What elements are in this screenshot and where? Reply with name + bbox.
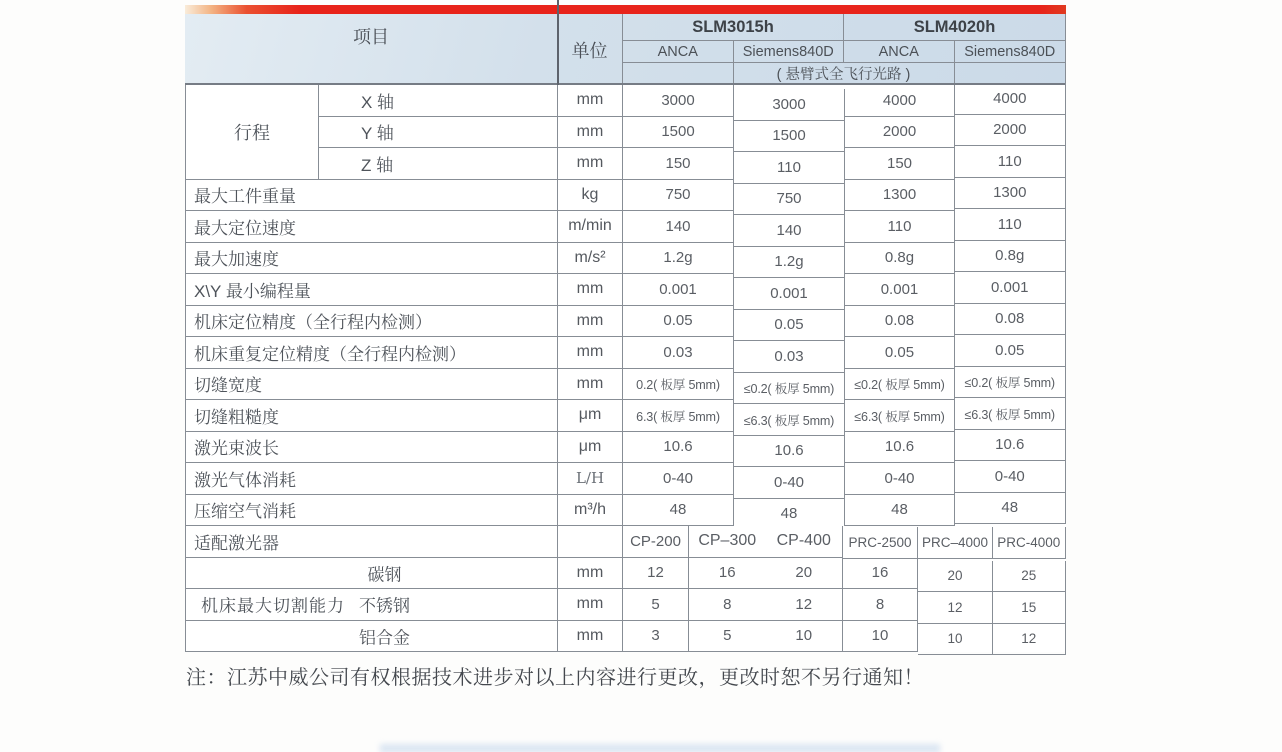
cell-value: PRC-4000: [993, 527, 1066, 559]
cell-value: 1500: [734, 121, 845, 153]
cell-value: 1300: [845, 180, 955, 212]
cell-value: 110: [955, 146, 1066, 178]
cell-value: 10: [795, 627, 813, 645]
cell-value: 8: [843, 589, 918, 621]
spec-unit: m/min: [558, 211, 623, 243]
header-unit-cell: [557, 14, 622, 85]
cutting-group-label: 机床最大切割能力: [201, 596, 345, 616]
optical-path-empty-right: [955, 63, 1066, 83]
header-models: [622, 14, 1066, 83]
material-unit: mm: [558, 589, 623, 621]
cell-value: 0.08: [955, 304, 1066, 336]
scan-smudge: [380, 744, 940, 752]
cell-value: CP–300: [698, 532, 757, 550]
header-unit-label: 单位: [571, 40, 608, 61]
cell-value: 1500: [623, 117, 734, 149]
spec-label: 切缝宽度: [186, 369, 558, 401]
cell-value: PRC-2500: [843, 527, 918, 559]
cell-value: 0.03: [734, 341, 845, 373]
cell-value: 20: [795, 564, 813, 582]
material-unit: mm: [558, 621, 623, 653]
header-item-label: 项目: [353, 27, 389, 47]
cell-value: 5: [623, 589, 689, 621]
cell-value: 48: [845, 495, 955, 527]
spec-unit: mm: [558, 369, 623, 401]
cell-value: 0.001: [845, 274, 955, 306]
cell-value: 2000: [955, 115, 1066, 147]
material-unit: mm: [558, 558, 623, 590]
header-item-cell: [185, 14, 557, 58]
cell-value: 110: [734, 152, 845, 184]
cell-value: 0.2( 板厚 5mm): [623, 369, 734, 401]
spec-unit: m³/h: [558, 495, 623, 527]
cell-value: 3000: [623, 85, 734, 117]
controller-3015-siemens: Siemens840D: [734, 41, 845, 62]
cell-value: 0.05: [845, 337, 955, 369]
cell-value: ≤6.3( 板厚 5mm): [955, 398, 1066, 430]
accent-bar: [185, 5, 1066, 14]
spec-unit: μm: [558, 432, 623, 464]
laser-wide-cell: [689, 526, 843, 558]
cell-value: ≤6.3( 板厚 5mm): [734, 404, 845, 436]
laser-row-label: 适配激光器: [186, 526, 558, 558]
cell-value: 3: [623, 621, 689, 653]
cell-value: 0.001: [734, 278, 845, 310]
cell-value: 140: [734, 215, 845, 247]
controller-4020-siemens: Siemens840D: [964, 43, 1056, 60]
spec-table-bottom: [185, 526, 1066, 652]
spec-unit: L/H: [558, 463, 623, 495]
footnote: 注：江苏中威公司有权根据技术进步对以上内容进行更改，更改时恕不另行通知！: [186, 667, 924, 689]
cell-value: 4000: [955, 83, 1066, 115]
cell-value: 4000: [845, 85, 955, 117]
optical-path-empty-left: [623, 63, 734, 83]
cell-value: 25: [993, 561, 1066, 593]
cell-value: 8: [723, 595, 732, 613]
cell-value: 0-40: [734, 467, 845, 499]
cell-value: ≤0.2( 板厚 5mm): [955, 367, 1066, 399]
optical-path-row: [623, 62, 1065, 83]
cell-value: 48: [623, 495, 734, 527]
cell-value: CP-200: [623, 526, 689, 558]
material-label: 铝合金: [359, 628, 410, 648]
optical-path-note: ( 悬臂式全飞行光路 ): [734, 63, 955, 83]
cell-value: 6.3( 板厚 5mm): [623, 400, 734, 432]
model-name-row: [623, 14, 1065, 40]
axis-y-unit: mm: [558, 117, 623, 149]
cutting-label-cell: [186, 558, 558, 590]
spec-unit: m/s²: [558, 243, 623, 275]
material-wide-cell: [689, 621, 843, 653]
cell-value: 12: [918, 592, 993, 624]
cell-value: 16: [843, 558, 918, 590]
spec-label: 最大工件重量: [186, 180, 558, 212]
controller-row: [623, 40, 1065, 62]
cell-value: 48: [734, 499, 845, 531]
material-wide-cell: [689, 558, 843, 590]
axis-y-label: Y 轴: [319, 117, 558, 149]
spec-unit: μm: [558, 400, 623, 432]
spec-label: 最大定位速度: [186, 211, 558, 243]
cell-value: 150: [623, 148, 734, 180]
cell-value: ≤0.2( 板厚 5mm): [845, 369, 955, 401]
cell-value: 10.6: [734, 436, 845, 468]
spec-label: X\Y 最小编程量: [186, 274, 558, 306]
cell-value: 0-40: [955, 461, 1066, 493]
spec-label: 切缝粗糙度: [186, 400, 558, 432]
cell-value: 0.05: [734, 310, 845, 342]
cell-value: 48: [955, 493, 1066, 525]
scan-vertical-line: [557, 0, 559, 85]
spec-label: 机床定位精度（全行程内检测）: [186, 306, 558, 338]
controller-4020-anca: ANCA: [844, 41, 955, 62]
spec-label: 激光气体消耗: [186, 463, 558, 495]
cell-value: 0.08: [845, 306, 955, 338]
model-slm4020h: SLM4020h: [913, 17, 996, 36]
cell-value: 10: [843, 621, 918, 653]
axis-z-label: Z 轴: [319, 148, 558, 180]
spec-unit: mm: [558, 274, 623, 306]
spec-label: 激光束波长: [186, 432, 558, 464]
cell-value: 1.2g: [623, 243, 734, 275]
cell-value: 20: [918, 561, 993, 593]
spec-unit: mm: [558, 306, 623, 338]
cell-value: 0.8g: [845, 243, 955, 275]
cell-value: 0.001: [623, 274, 734, 306]
spec-table-main: [185, 85, 1066, 526]
cell-value: 10.6: [845, 432, 955, 464]
controller-3015-anca: ANCA: [623, 41, 734, 62]
axis-z-unit: mm: [558, 148, 623, 180]
cell-value: 0.001: [955, 272, 1066, 304]
model-slm3015h: SLM3015h: [623, 14, 844, 40]
material-label: 不锈钢: [359, 596, 410, 616]
cell-value: 15: [993, 592, 1066, 624]
cell-value: 1.2g: [734, 247, 845, 279]
travel-group-label: 行程: [186, 85, 319, 180]
cell-value: ≤6.3( 板厚 5mm): [845, 400, 955, 432]
cell-value: 1300: [955, 178, 1066, 210]
cell-value: 0.8g: [955, 241, 1066, 273]
cell-value: 0-40: [845, 463, 955, 495]
axis-x-unit: mm: [558, 85, 623, 117]
cell-value: 0.05: [955, 335, 1066, 367]
cutting-label-cell: [186, 589, 558, 621]
cell-value: 750: [623, 180, 734, 212]
cell-value: 0-40: [623, 463, 734, 495]
cell-value: 110: [955, 209, 1066, 241]
table-header: [185, 14, 1066, 85]
cell-value: 10.6: [623, 432, 734, 464]
cell-value: PRC–4000: [918, 527, 993, 559]
cell-value: ≤0.2( 板厚 5mm): [734, 373, 845, 405]
cell-value: 10.6: [955, 430, 1066, 462]
cell-value: CP-400: [776, 532, 831, 550]
cell-value: 10: [918, 624, 993, 656]
cutting-label-cell: [186, 621, 558, 653]
cell-value: 12: [795, 595, 813, 613]
spec-label: 压缩空气消耗: [186, 495, 558, 527]
laser-row-unit: [558, 526, 623, 558]
spec-label: 机床重复定位精度（全行程内检测）: [186, 337, 558, 369]
spec-label: 最大加速度: [186, 243, 558, 275]
cell-value: 110: [845, 211, 955, 243]
cell-value: 140: [623, 211, 734, 243]
material-wide-cell: [689, 589, 843, 621]
cell-value: 12: [993, 624, 1066, 656]
cell-value: 2000: [845, 117, 955, 149]
cell-value: 0.05: [623, 306, 734, 338]
cell-value: 5: [723, 627, 732, 645]
spec-unit: kg: [558, 180, 623, 212]
cell-value: 150: [845, 148, 955, 180]
cell-value: 750: [734, 184, 845, 216]
axis-x-label: X 轴: [319, 85, 558, 117]
material-label: 碳钢: [367, 565, 402, 585]
spec-unit: mm: [558, 337, 623, 369]
cell-value: 16: [718, 564, 736, 582]
cell-value: 3000: [734, 89, 845, 121]
cell-value: 0.03: [623, 337, 734, 369]
cell-value: 12: [623, 558, 689, 590]
